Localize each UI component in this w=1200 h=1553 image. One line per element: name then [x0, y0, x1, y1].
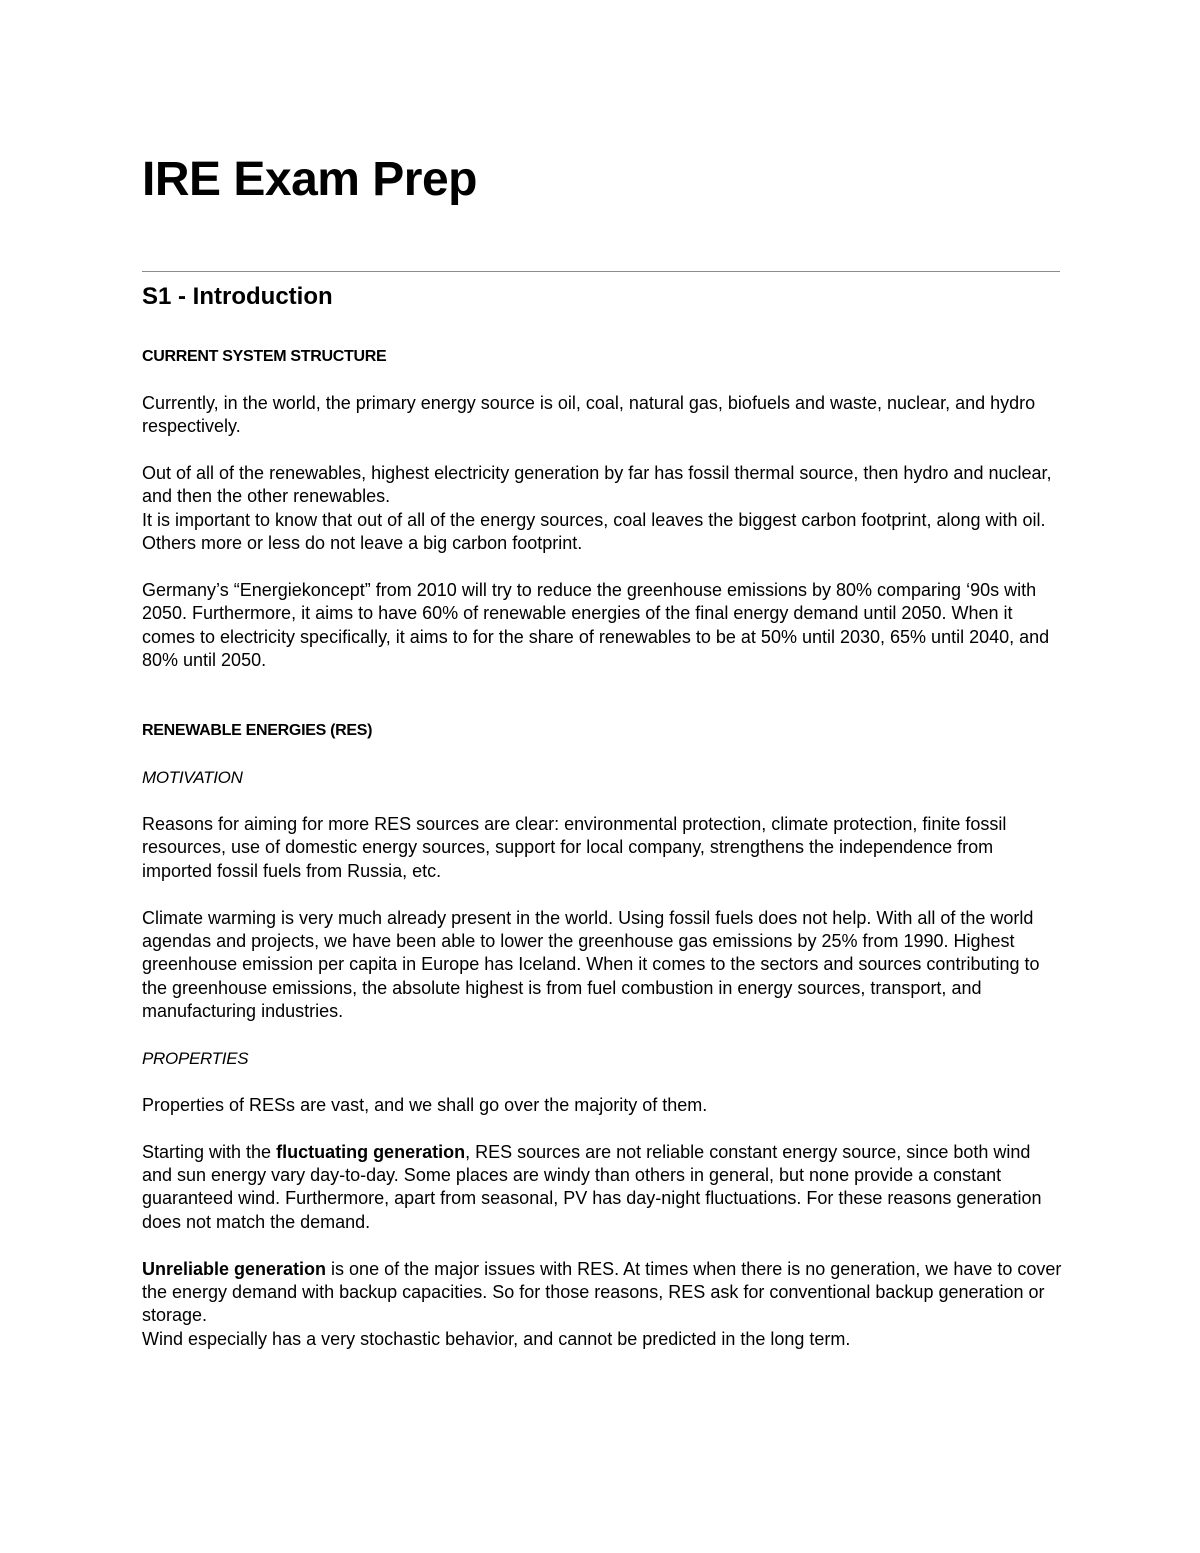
subheading-properties: PROPERTIES	[142, 1049, 249, 1069]
heading-current-system: CURRENT SYSTEM STRUCTURE	[142, 348, 387, 365]
heading-renewables: RENEWABLE ENERGIES (RES)	[142, 722, 373, 740]
text-run: is one of the major issues with RES. At times when there is no generation, we have to cover the energy demand with backup capacities. So for those reasons, RES ask for conventional backup generation or storage.	[142, 1258, 1062, 1326]
bold-term: Unreliable generation	[142, 1258, 327, 1279]
document-body	[142, 345, 1062, 1351]
text-run: Starting with the	[142, 1141, 277, 1162]
paragraph: Climate warming is very much already present in the world. Using fossil fuels does not help. With all of the world agendas and projects, we have been able to lower the greenhouse gas emissions by 25% from 1990. Highest greenhouse emission per capita in Europe has Iceland. When it comes to the sectors and sources contributing to the greenhouse emissions, the absolute highest is from fuel combustion in energy sources, transport, and manufacturing industries.	[142, 907, 1040, 1022]
title-divider	[142, 271, 1060, 272]
bold-term: fluctuating generation	[276, 1141, 466, 1162]
paragraph-unreliable	[142, 1258, 1062, 1328]
paragraph: Properties of RESs are vast, and we shall go over the majority of them.	[142, 1094, 708, 1115]
paragraph: Out of all of the renewables, highest electricity generation by far has fossil thermal source, then hydro and nuclear, and then the other renewables.	[142, 463, 1052, 507]
subheading-motivation: MOTIVATION	[142, 768, 243, 788]
paragraph: It is important to know that out of all of the energy sources, coal leaves the biggest carbon footprint, along with oil. Others more or less do not leave a big carbon footprint.	[142, 509, 1046, 554]
paragraph: Currently, in the world, the primary energy source is oil, coal, natural gas, biofuels and waste, nuclear, and hydro respectively.	[142, 392, 1036, 437]
section-title: S1 - Introduction	[142, 283, 333, 310]
paragraph: Wind especially has a very stochastic behavior, and cannot be predicted in the long term.	[142, 1328, 851, 1349]
text-run: , RES sources are not reliable constant energy source, since both wind and sun energy vary day-to-day. Some places are windy than others in general, but none provide a constant guaranteed wind. Furthermore, apart from seasonal, PV has day-night fluctuations. For these reasons generation does not match the demand.	[142, 1141, 1042, 1232]
paragraph-fluctuating	[142, 1141, 1062, 1235]
paragraph: Reasons for aiming for more RES sources are clear: environmental protection, climate protection, finite fossil resources, use of domestic energy sources, support for local company, strengthens the independence from imported fossil fuels from Russia, etc.	[142, 814, 1007, 881]
paragraph: Germany’s “Energiekoncept” from 2010 will try to reduce the greenhouse emissions by 80% comparing ‘90s with 2050. Furthermore, it aims to have 60% of renewable energies of the final energy demand until 2050. When it comes to electricity specifically, it aims to for the share of renewables to be at 50% until 2030, 65% until 2040, and 80% until 2050.	[142, 580, 1050, 671]
document-title: IRE Exam Prep	[142, 153, 477, 206]
